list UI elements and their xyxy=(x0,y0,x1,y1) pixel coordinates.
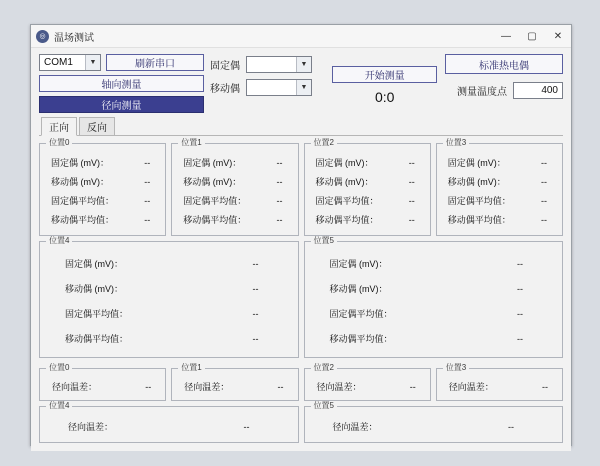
fixed-couple-label: 固定偶 xyxy=(210,61,240,72)
label: 移动偶平均值： xyxy=(183,215,247,225)
row-radial-diff xyxy=(178,378,291,395)
value: -- xyxy=(517,259,523,269)
value: -- xyxy=(144,196,151,206)
toolbar-mid-column xyxy=(210,54,326,96)
row-fixed-mv xyxy=(47,251,291,276)
fixed-couple-row xyxy=(210,56,326,73)
label: 移动偶 (mV)： xyxy=(65,284,123,294)
row-moving-mv xyxy=(444,172,555,191)
fixed-couple-select[interactable] xyxy=(246,56,312,73)
row-moving-mv xyxy=(312,276,556,301)
group-title: 位置3 xyxy=(443,138,469,148)
temperature-point-label: 测量温度点 xyxy=(457,87,507,98)
label: 径向温差： xyxy=(68,422,114,432)
chevron-down-icon[interactable]: ▼ xyxy=(85,55,100,70)
row-fixed-avg xyxy=(444,191,555,210)
label: 固定偶平均值： xyxy=(329,309,393,319)
toolbar-right-column xyxy=(443,54,563,99)
label: 固定偶平均值： xyxy=(183,196,247,206)
row-radial-diff xyxy=(46,416,292,437)
value: -- xyxy=(408,196,415,206)
value: -- xyxy=(542,382,548,392)
label: 径向温差： xyxy=(448,382,494,392)
row-radial-diff xyxy=(311,378,424,395)
label: 固定偶平均值： xyxy=(51,196,115,206)
group-title: 位置0 xyxy=(46,363,72,373)
row-fixed-mv xyxy=(312,153,423,172)
toolbar-left-column xyxy=(39,54,204,113)
group-title: 位置5 xyxy=(311,236,337,246)
radial-group-1 xyxy=(171,363,298,401)
app-logo-icon: ◎ xyxy=(36,30,49,43)
row-radial-diff xyxy=(311,416,557,437)
label: 移动偶平均值： xyxy=(447,215,511,225)
group-title: 位置1 xyxy=(178,363,204,373)
row-fixed-mv xyxy=(312,251,556,276)
radial-difference-area xyxy=(39,363,563,443)
row-moving-mv xyxy=(312,172,423,191)
label: 固定偶 (mV)： xyxy=(183,158,242,168)
value: -- xyxy=(144,177,151,187)
label: 移动偶平均值： xyxy=(329,334,393,344)
toolbar-value-column xyxy=(332,54,437,105)
label: 固定偶 (mV)： xyxy=(447,158,506,168)
row-fixed-avg xyxy=(47,301,291,326)
toolbar xyxy=(39,54,563,113)
window-title: 温场测试 xyxy=(54,32,94,44)
application-window xyxy=(30,24,572,446)
label: 固定偶 (mV)： xyxy=(329,259,388,269)
moving-couple-select[interactable] xyxy=(246,79,312,96)
group-title: 位置1 xyxy=(178,138,204,148)
serial-port-select[interactable] xyxy=(39,54,101,71)
row-fixed-mv xyxy=(444,153,555,172)
value: -- xyxy=(517,334,523,344)
radial-group-2 xyxy=(304,363,431,401)
positions-top-grid xyxy=(39,138,563,236)
value: -- xyxy=(144,158,151,168)
label: 固定偶平均值： xyxy=(315,196,379,206)
value: -- xyxy=(541,177,547,187)
label: 移动偶 (mV)： xyxy=(51,177,109,187)
temperature-point-input[interactable]: 400 xyxy=(513,82,563,99)
chevron-down-icon[interactable]: ▼ xyxy=(296,80,311,95)
position-group-5 xyxy=(304,236,564,358)
value: -- xyxy=(408,215,415,225)
group-title: 位置5 xyxy=(311,401,337,411)
value: -- xyxy=(276,177,283,187)
value: -- xyxy=(276,158,283,168)
label: 固定偶 (mV)： xyxy=(65,259,123,269)
serial-port-value: COM1 xyxy=(44,57,73,68)
row-radial-diff xyxy=(46,378,159,395)
radial-bottom-grid xyxy=(39,401,563,443)
group-title: 位置3 xyxy=(443,363,469,373)
start-measure-button[interactable]: 开始测量 xyxy=(332,66,437,83)
value: -- xyxy=(145,382,152,392)
temperature-point-row xyxy=(457,82,563,99)
value: -- xyxy=(517,309,523,319)
axial-measure-button[interactable]: 轴向测量 xyxy=(39,75,204,92)
positions-mid-grid xyxy=(39,236,563,358)
group-title: 位置2 xyxy=(311,138,337,148)
group-title: 位置4 xyxy=(46,236,72,246)
group-title: 位置0 xyxy=(46,138,72,148)
window-body xyxy=(31,48,571,451)
elapsed-time-display: 0:0 xyxy=(374,89,395,105)
row-fixed-avg xyxy=(47,191,158,210)
label: 移动偶 (mV)： xyxy=(329,284,388,294)
label: 移动偶 (mV)： xyxy=(447,177,506,187)
value: -- xyxy=(144,215,151,225)
row-moving-avg xyxy=(179,210,290,229)
direction-tabs xyxy=(39,119,563,136)
value: -- xyxy=(276,215,283,225)
row-moving-avg xyxy=(312,210,423,229)
label: 固定偶平均值： xyxy=(447,196,511,206)
chevron-down-icon[interactable]: ▼ xyxy=(296,57,311,72)
value: -- xyxy=(541,215,547,225)
positions-area xyxy=(39,138,563,358)
value: -- xyxy=(252,309,259,319)
refresh-port-button[interactable]: 刷新串口 xyxy=(106,54,204,71)
maximize-button[interactable]: ▢ xyxy=(527,30,537,42)
position-group-0 xyxy=(39,138,166,236)
radial-group-0 xyxy=(39,363,166,401)
radial-group-4 xyxy=(39,401,299,443)
moving-couple-label: 移动偶 xyxy=(210,84,240,95)
row-fixed-avg xyxy=(312,301,556,326)
label: 移动偶 (mV)： xyxy=(183,177,242,187)
label: 移动偶平均值： xyxy=(65,334,129,344)
row-moving-avg xyxy=(47,210,158,229)
label: 固定偶 (mV)： xyxy=(315,158,374,168)
row-fixed-avg xyxy=(312,191,423,210)
label: 径向温差： xyxy=(52,382,98,392)
value: -- xyxy=(243,422,250,432)
minimize-button[interactable]: — xyxy=(501,30,511,42)
group-title: 位置2 xyxy=(311,363,337,373)
value: -- xyxy=(252,284,259,294)
row-moving-mv xyxy=(47,172,158,191)
row-fixed-mv xyxy=(179,153,290,172)
port-row xyxy=(39,54,204,71)
label: 径向温差： xyxy=(184,382,230,392)
tab-reverse[interactable]: 反向 xyxy=(79,117,115,135)
radial-measure-button[interactable]: 径向测量 xyxy=(39,96,204,113)
row-moving-avg xyxy=(312,326,556,351)
moving-couple-row xyxy=(210,79,326,96)
value: -- xyxy=(277,382,284,392)
group-title: 位置4 xyxy=(46,401,72,411)
value: -- xyxy=(541,196,547,206)
row-moving-mv xyxy=(47,276,291,301)
value: -- xyxy=(508,422,514,432)
position-group-1 xyxy=(171,138,298,236)
position-group-3 xyxy=(436,138,563,236)
row-fixed-mv xyxy=(47,153,158,172)
tab-forward[interactable]: 正向 xyxy=(41,117,77,136)
value: -- xyxy=(541,158,547,168)
label: 移动偶 (mV)： xyxy=(315,177,374,187)
row-moving-mv xyxy=(179,172,290,191)
label: 移动偶平均值： xyxy=(51,215,115,225)
value: -- xyxy=(252,259,259,269)
close-button[interactable]: ✕ xyxy=(553,30,563,42)
value: -- xyxy=(408,177,415,187)
value: -- xyxy=(252,334,259,344)
row-fixed-avg xyxy=(179,191,290,210)
radial-top-grid xyxy=(39,363,563,401)
label: 径向温差： xyxy=(332,422,378,432)
label: 移动偶平均值： xyxy=(315,215,379,225)
row-moving-avg xyxy=(47,326,291,351)
label: 径向温差： xyxy=(316,382,362,392)
label: 固定偶 (mV)： xyxy=(51,158,109,168)
value: -- xyxy=(408,158,415,168)
value: -- xyxy=(276,196,283,206)
row-moving-avg xyxy=(444,210,555,229)
title-bar xyxy=(31,25,571,48)
value: -- xyxy=(409,382,416,392)
standard-thermocouple-button[interactable]: 标准热电偶 xyxy=(445,54,563,74)
row-radial-diff xyxy=(443,378,556,395)
position-group-2 xyxy=(304,138,431,236)
radial-group-5 xyxy=(304,401,564,443)
position-group-4 xyxy=(39,236,299,358)
radial-group-3 xyxy=(436,363,563,401)
label: 固定偶平均值： xyxy=(65,309,129,319)
window-controls xyxy=(493,25,571,47)
value: -- xyxy=(517,284,523,294)
